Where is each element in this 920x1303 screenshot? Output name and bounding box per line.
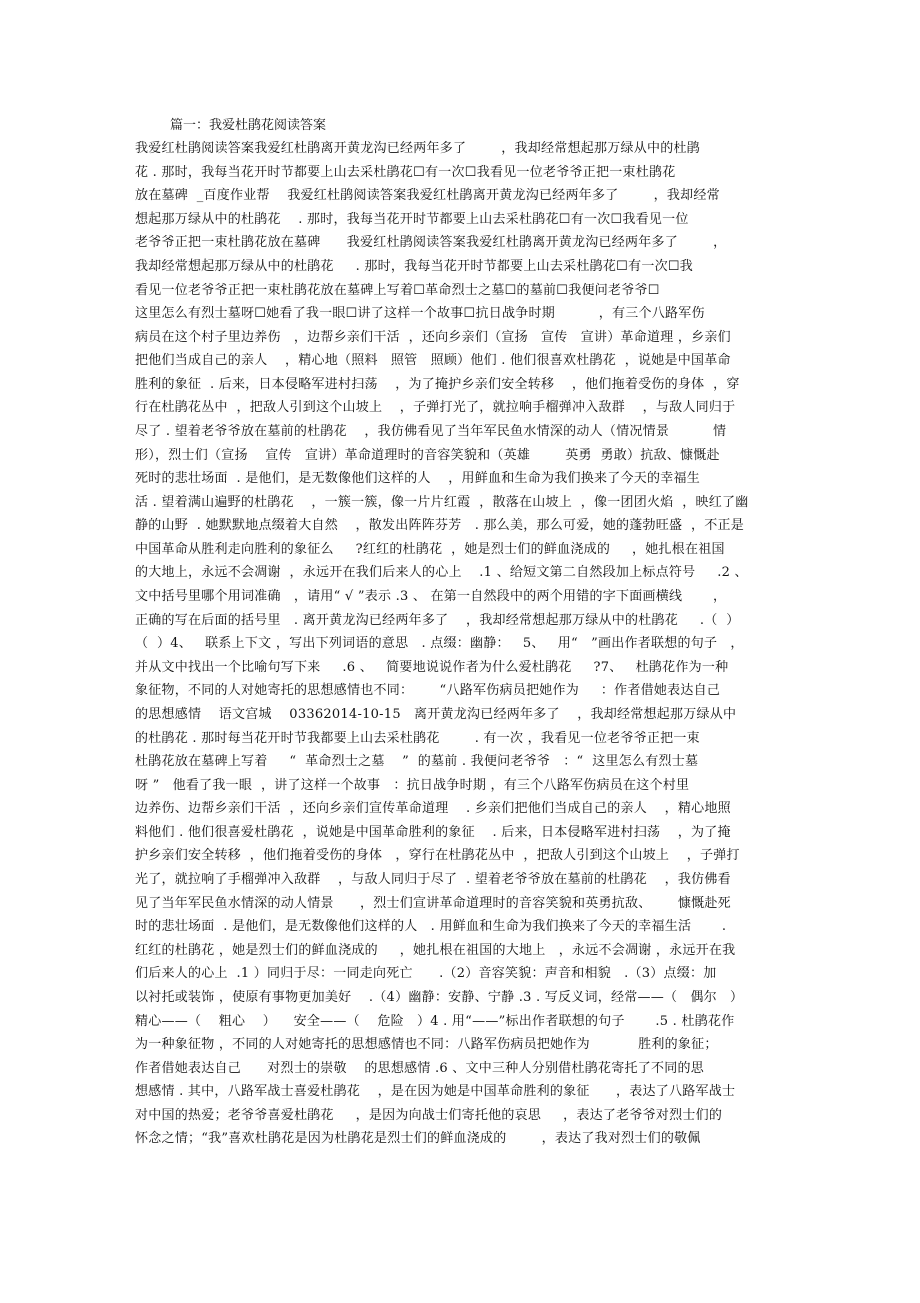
text-line: 花 . 那时，我每当花开时节都要上山去采杜鹃花☐有一次☐我看见一位老爷爷正把一束杜鹃花 <box>135 164 676 180</box>
text-line: 们后来人的心上 .1 ）同归于尽：一同走向死亡 .（2）音容笑貌：声音和相貌 .（3）点缀：加 <box>135 966 717 982</box>
text-line: 看见一位老爷爷正把一束杜鹃花放在墓碑上写着☐革命烈士之墓☐的墓前☐我便问老爷爷☐ <box>135 282 660 298</box>
text-line: 为一种象征物 ，不同的人对她寄托的思想感情也不同：八路军伤病员把她作为 胜利的象征； <box>135 1037 718 1052</box>
text-line: 并从文中找出一个比喻句写下来 .6 、 简要地说说作者为什么爱杜鹃花 ?7、 杜鹃花作为一种 <box>135 659 729 675</box>
text-line: 静的山野 . 她默默地点缀着大自然 ，散发出阵阵芬芳 . 那么美，那么可爱，她的蓬勃旺盛 ，不正是 <box>135 518 744 534</box>
text-line: 老爷爷正把一束杜鹃花放在墓碑 我爱红杜鹃阅读答案我爱红杜鹃离开黄龙沟已经两年多了 ， <box>135 235 727 251</box>
text-line: 想感情 . 其中，八路军战士喜爱杜鹃花 ，是在因为她是中国革命胜利的象征 ，表达了八路军战士 <box>135 1084 736 1100</box>
text-line: 边养伤、边帮乡亲们干活 ，还向乡亲们宣传革命道理 . 乡亲们把他们当成自己的亲人 ，精心地照 <box>135 801 731 817</box>
text-line: 见了当年军民鱼水情深的动人情景 ，烈士们宣讲革命道理时的音容笑貌和英勇抗敌、 慷慨赴死 <box>135 895 731 911</box>
text-line: 料他们 . 他们很喜爱杜鹃花 ，说她是中国革命胜利的象征 . 后来，日本侵略军进村扫荡 ，为了掩 <box>135 824 731 840</box>
text-line: 怀念之情；“我”喜欢杜鹃花是因为杜鹃花是烈士们的鲜血浇成的 ，表达了我对烈士们的敬佩 <box>135 1131 701 1147</box>
text-line: 我却经常想起那万绿从中的杜鹃花 . 那时，我每当花开时节都要上山去采杜鹃花☐有一次☐我 <box>135 258 693 274</box>
text-line: 的杜鹃花 . 那时每当花开时节我都要上山去采杜鹃花 . 有一次 ，我看见一位老爷爷正把一束 <box>135 730 700 746</box>
text-line: （ ）4、 联系上下文 ，写出下列词语的意思 . 点缀：幽静： 5、 用“ ”画出作者联想的句子 ， <box>135 636 744 652</box>
text-line: 这里怎么有烈士墓呀☐她看了我一眼☐讲了这样一个故事☐抗日战争时期 ，有三个八路军伤 <box>135 306 705 322</box>
text-line: 文中括号里哪个用词准确 ，请用“ √ ”表示 .3 、 在第一自然段中的两个用错的字下面画横线 ， <box>135 589 727 604</box>
text-line: 死时的悲壮场面 . 是他们，是无数像他们这样的人 ，用鲜血和生命为我们换来了今天的幸福生 <box>135 471 701 487</box>
text-line: 呀 ” 他看了我一眼 ，讲了这样一个故事 ：抗日战争时期 ，有三个八路军伤病员在这个村里 <box>135 777 690 793</box>
text-line: 的大地上，永远不会凋谢 ，永远开在我们后来人的心上 .1 、给短文第二自然段加上标点符号 .2 、 <box>135 565 748 581</box>
text-line: 我爱红杜鹃阅读答案我爱红杜鹃离开黄龙沟已经两年多了 ，我却经常想起那万绿从中的杜鹃 <box>135 141 701 156</box>
text-line: 把他们当成自己的亲人 ，精心地（照料 照管 照顾）他们 . 他们很喜欢杜鹃花 ，说她是中国革命 <box>135 353 731 369</box>
text-line: 时的悲壮场面 . 是他们，是无数像他们这样的人 . 用鲜血和生命为我们换来了今天的幸福生活 . <box>135 919 727 935</box>
text-line: 尽了 . 望着老爷爷放在墓前的杜鹃花 ，我仿佛看见了当年军民鱼水情深的动人（情况情景 情 <box>135 424 727 439</box>
text-line: 胜利的象征 . 后来，日本侵略军进村扫荡 ，为了掩护乡亲们安全转移 ，他们拖着受伤的身体 ，穿 <box>135 376 740 392</box>
text-line: 光了，就拉响了手榴弹冲入敌群 ，与敌人同归于尽了 . 望着老爷爷放在墓前的杜鹃花 ，我仿佛看 <box>135 872 731 887</box>
text-line: 作者借她表达自己 对烈士的崇敬 的思想感情 .6 、文中三种人分别借杜鹃花寄托了不同的思 <box>135 1060 704 1076</box>
text-line: 活 . 望着满山遍野的杜鹃花 ，一簇一簇，像一片片红霞 ，散落在山坡上 ，像一团团火焰 ，映红了幽 <box>135 494 749 510</box>
document-title: 篇一：我爱杜鹃花阅读答案 <box>170 118 327 133</box>
text-line: 正确的写在后面的括号里 . 离开黄龙沟已经两年多了 ，我却经常想起那万绿从中的杜鹃花 .（ ） <box>135 612 740 628</box>
text-line: 护乡亲们安全转移 ，他们拖着受伤的身体 ，穿行在杜鹃花丛中 ，把敌人引到这个山坡上 ，子弹打 <box>135 848 740 864</box>
text-line: 的思想感情 语文宫城 03362014-10-15 离开黄龙沟已经两年多了 ，我却经常想起那万绿从中 <box>135 706 737 722</box>
text-line: 放在墓碑 _百度作业帮 我爱红杜鹃阅读答案我爱红杜鹃离开黄龙沟已经两年多了 ，我却经常 <box>135 188 720 204</box>
text-line: 红红的杜鹃花 ，她是烈士们的鲜血浇成的 ，她扎根在祖国的大地上 ，永远不会凋谢 ，永远开在我 <box>135 942 736 958</box>
text-line: 想起那万绿从中的杜鹃花 . 那时，我每当花开时节都要上山去采杜鹃花☐有一次☐我看见一位 <box>135 211 689 227</box>
text-line: 精心——（ 粗心 ） 安全——（ 危险 ）4 . 用“——”标出作者联想的句子 .5 . 杜鹃花作 <box>135 1013 735 1029</box>
text-line: 对中国的热爱；老爷爷喜爱杜鹃花 ，是因为向战士们寄托他的哀思 ，表达了老爷爷对烈士们的 <box>135 1107 723 1123</box>
text-line: 行在杜鹃花丛中 ，把敌人引到这个山坡上 ，子弹打光了，就拉响手榴弹冲入敌群 ，与敌人同归于 <box>135 400 736 416</box>
text-line: 以衬托或装饰 ，使原有事物更加美好 .（4）幽静：安静、宁静 .3 . 写反义词，经常——（ 偶尔 ） <box>135 989 744 1005</box>
text-line: 象征物，不同的人对她寄托的思想感情也不同： “八路军伤病员把她作为 ：作者借她表达自己 <box>135 683 721 699</box>
text-line: 杜鹃花放在墓碑上写着 “ 革命烈士之墓 ” 的墓前 . 我便问老爷爷 ：“ 这里怎么有烈士墓 <box>135 754 699 770</box>
text-line: 中国革命从胜利走向胜利的象征么 ?红红的杜鹃花 ，她是烈士们的鲜血浇成的 ，她扎根在祖国 <box>135 541 725 557</box>
text-line: 病员在这个村子里边养伤 ，边帮乡亲们干活 ，还向乡亲们（宣扬 宣传 宣讲）革命道理 ，乡亲们 <box>135 329 731 345</box>
text-line: 形），烈士们（宣扬 宣传 宣讲）革命道理时的音容笑貌和（英雄 英勇 勇敢）抗敌、慷慨赴 <box>135 447 720 463</box>
